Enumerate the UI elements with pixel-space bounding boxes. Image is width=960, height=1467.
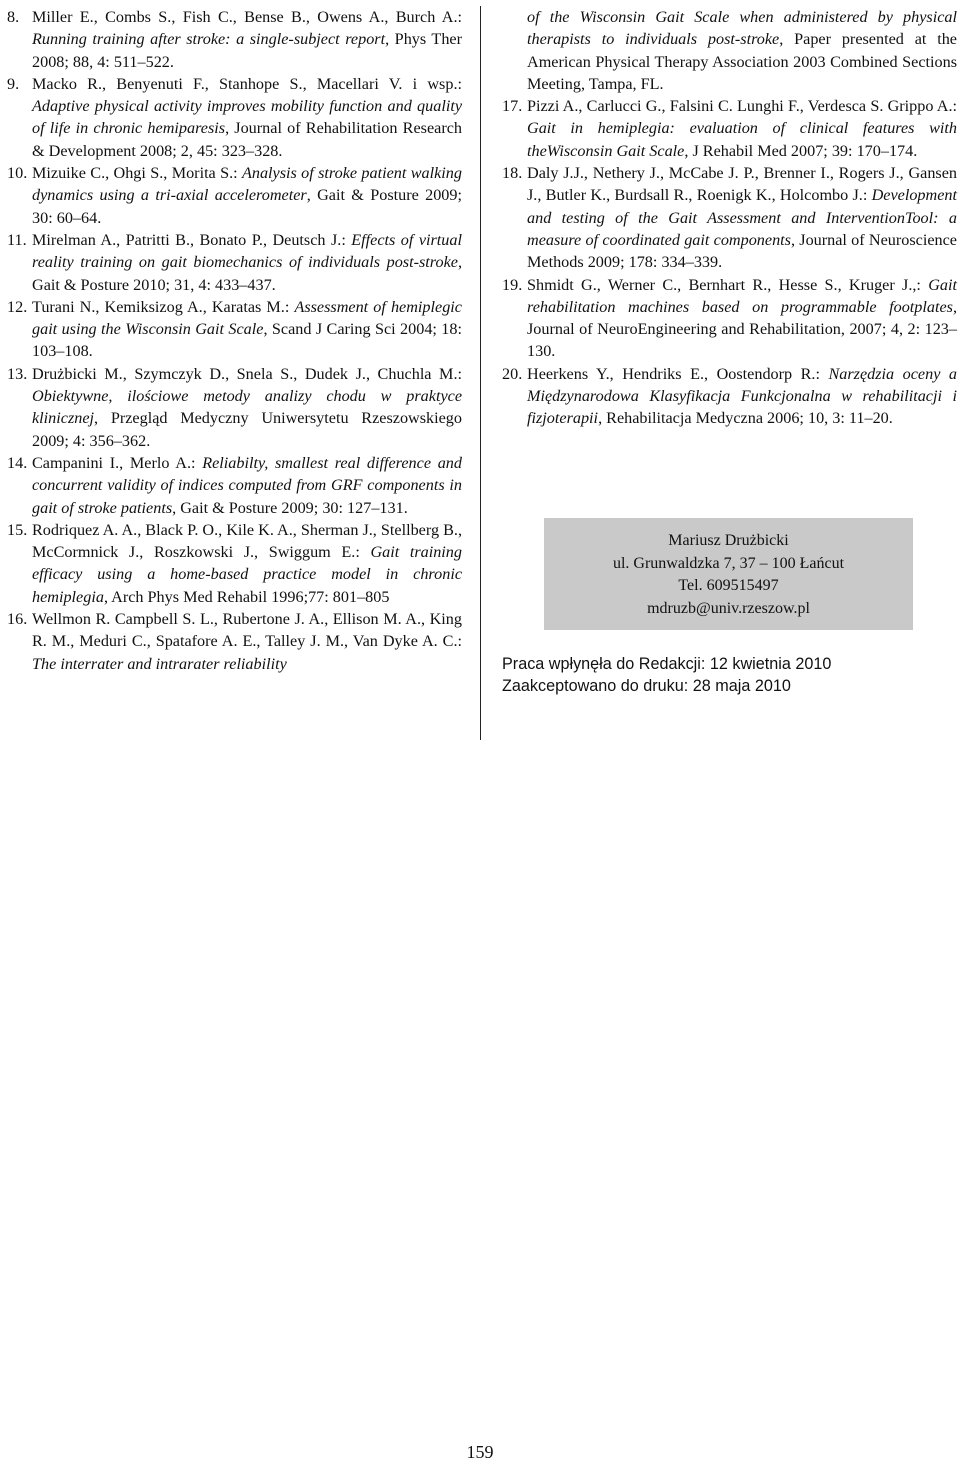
ref-number: 15.: [7, 520, 28, 539]
author-email: mdruzb@univ.rzeszow.pl: [647, 599, 810, 617]
ref-source: , Journal of Rehabilitation Research & Development 2008; 2, 45: 323–328.: [32, 119, 462, 160]
ref-number: 18.: [502, 164, 523, 183]
reference-17: [502, 95, 957, 162]
ref-authors: Wellmon R. Campbell S. L., Rubertone J. A., Ellison M. A., King R. M., Meduri C., Spatafore A. E., Talley J. M., Van Dyke A. C.:: [32, 610, 462, 651]
ref-source: , Gait & Posture 2010; 31, 4: 433–437.: [32, 253, 462, 294]
ref-authors: Rodriquez A. A., Black P. O., Kile K. A., Sherman J., Stellberg B., McCormnick J., Roszkowski J., Swiggum E.:: [32, 520, 462, 562]
ref-authors: Pizzi A., Carlucci G., Falsini C. Lunghi F., Verdesca S. Grippo A.:: [527, 97, 957, 116]
ref-title: Effects of virtual reality training on gait biomechanics of individuals post-stroke: [32, 230, 462, 272]
reference-16-continuation: [502, 6, 957, 95]
ref-title: Gait rehabilitation machines based on programmable footplates: [527, 275, 957, 316]
ref-number: 20.: [502, 364, 523, 383]
ref-source: , Scand J Caring Sci 2004; 18: 103–108.: [32, 320, 462, 361]
ref-authors: Campanini I., Merlo A.:: [32, 453, 203, 472]
ref-authors: Heerkens Y., Hendriks E., Oostendorp R.:: [527, 364, 829, 383]
ref-number: 12.: [7, 297, 28, 316]
accepted-date: Zaakceptowano do druku: 28 maja 2010: [502, 677, 791, 696]
reference-9: [7, 73, 462, 162]
ref-number: 19.: [502, 275, 523, 294]
page-number: 159: [466, 1442, 494, 1462]
reference-19: [502, 274, 957, 363]
ref-number: 13.: [7, 364, 28, 383]
column-divider: [480, 6, 481, 740]
ref-source: , Phys Ther 2008; 88, 4: 511–522.: [32, 30, 462, 71]
ref-authors: Macko R., Benyenuti F., Stanhope S., Macellari V. i wsp.:: [32, 74, 462, 93]
ref-title: Gait training efficacy using a home-based practice model in chronic hemiplegia: [32, 543, 462, 606]
reference-12: [7, 296, 462, 363]
ref-number: 10.: [7, 164, 28, 183]
ref-number: 16.: [7, 610, 28, 629]
ref-authors: Drużbicki M., Szymczyk D., Snela S., Dudek J., Chuchla M.:: [32, 364, 462, 383]
right-column: [502, 6, 957, 430]
reference-8: [7, 6, 462, 73]
ref-authors: Turani N., Kemiksizog A., Karatas M.:: [32, 297, 295, 316]
ref-source: , Arch Phys Med Rehabil 1996;77: 801–805: [103, 587, 390, 606]
ref-authors: Miller E., Combs S., Fish C., Bense B., Owens A., Burch A.:: [32, 8, 462, 26]
reference-11: [7, 229, 462, 296]
ref-source: , Journal of NeuroEngineering and Rehabilitation, 2007; 4, 2: 123–130.: [527, 297, 957, 361]
reference-18: [502, 162, 957, 273]
ref-source: , Przegląd Medyczny Uniwersytetu Rzeszowskiego 2009; 4: 356–362.: [32, 409, 462, 450]
ref-title: Development and testing of the Gait Assessment and InterventionTool: a measure of coordinated gait components: [527, 186, 957, 249]
ref-title: Analysis of stroke patient walking dynamics using a tri-axial accelerometer: [32, 164, 462, 205]
ref-source: , J Rehabil Med 2007; 39: 170–174.: [684, 141, 918, 160]
ref-title: Narzędzia oceny a Międzynarodowa Klasyfikacja Funkcjonalna w rehabilitacji i fizjoterapii: [527, 364, 957, 428]
ref-number: 14.: [7, 453, 28, 472]
reference-13: [7, 363, 462, 452]
ref-title: Reliabilty, smallest real difference and concurrent validity of indices computed from GRF components in gait of stroke patients: [32, 453, 462, 517]
submission-dates: [502, 653, 831, 698]
ref-title: Gait in hemiplegia: evaluation of clinical features with theWisconsin Gait Scale: [527, 119, 957, 160]
ref-authors: Mirelman A., Patritti B., Bonato P., Deutsch J.:: [32, 230, 352, 249]
ref-source: , Paper presented at the American Physical Therapy Association 2003 Combined Sections Meeting, Tampa, FL.: [527, 30, 957, 93]
ref-title: Adaptive physical activity improves mobility function and quality of life in chronic hemiparesis: [32, 97, 462, 138]
ref-authors: Shmidt G., Werner C., Bernhart R., Hesse S., Kruger J.,:: [527, 275, 929, 294]
reference-20: [502, 363, 957, 430]
ref-authors: Mizuike C., Ohgi S., Morita S.:: [32, 164, 242, 183]
ref-authors: Daly J.J., Nethery J., McCabe J. P., Brenner I., Rogers J., Gansen J., Butler K., Burdsall R., Roenigk K., Holcombo J.:: [527, 164, 957, 205]
ref-number: 11.: [7, 230, 27, 249]
reference-15: [7, 519, 462, 608]
reference-16: [7, 608, 462, 675]
author-address: ul. Grunwaldzka 7, 37 – 100 Łańcut: [612, 554, 845, 572]
left-column: [7, 6, 462, 675]
ref-title: The interrater and intrarater reliability: [32, 654, 287, 673]
ref-source: , Gait & Posture 2009; 30: 127–131.: [172, 498, 408, 517]
reference-10: [7, 162, 462, 229]
ref-number: 17.: [502, 97, 523, 116]
ref-title: Running training after stroke: a single-subject report: [32, 30, 386, 49]
ref-title: Assessment of hemiplegic gait using the Wisconsin Gait Scale: [32, 297, 462, 339]
author-name: Mariusz Drużbicki: [668, 532, 789, 549]
author-phone: Tel. 609515497: [678, 577, 779, 594]
reference-14: [7, 452, 462, 519]
contact-box: [544, 518, 913, 630]
ref-source: , Rehabilitacja Medyczna 2006; 10, 3: 11–20.: [598, 409, 893, 428]
ref-number: 9.: [7, 74, 20, 93]
ref-source: , Gait & Posture 2009; 30: 60–64.: [32, 186, 462, 227]
ref-title: of the Wisconsin Gait Scale when administered by physical therapists to individuals post-stroke: [527, 8, 957, 49]
received-date: Praca wpłynęła do Redakcji: 12 kwietnia 2010: [502, 655, 832, 673]
ref-title: Obiektywne, ilościowe metody analizy chodu w praktyce klinicznej: [32, 387, 462, 428]
ref-source: , Journal of Neuroscience Methods 2009; 178: 334–339.: [527, 230, 957, 272]
ref-number: 8.: [7, 8, 20, 26]
